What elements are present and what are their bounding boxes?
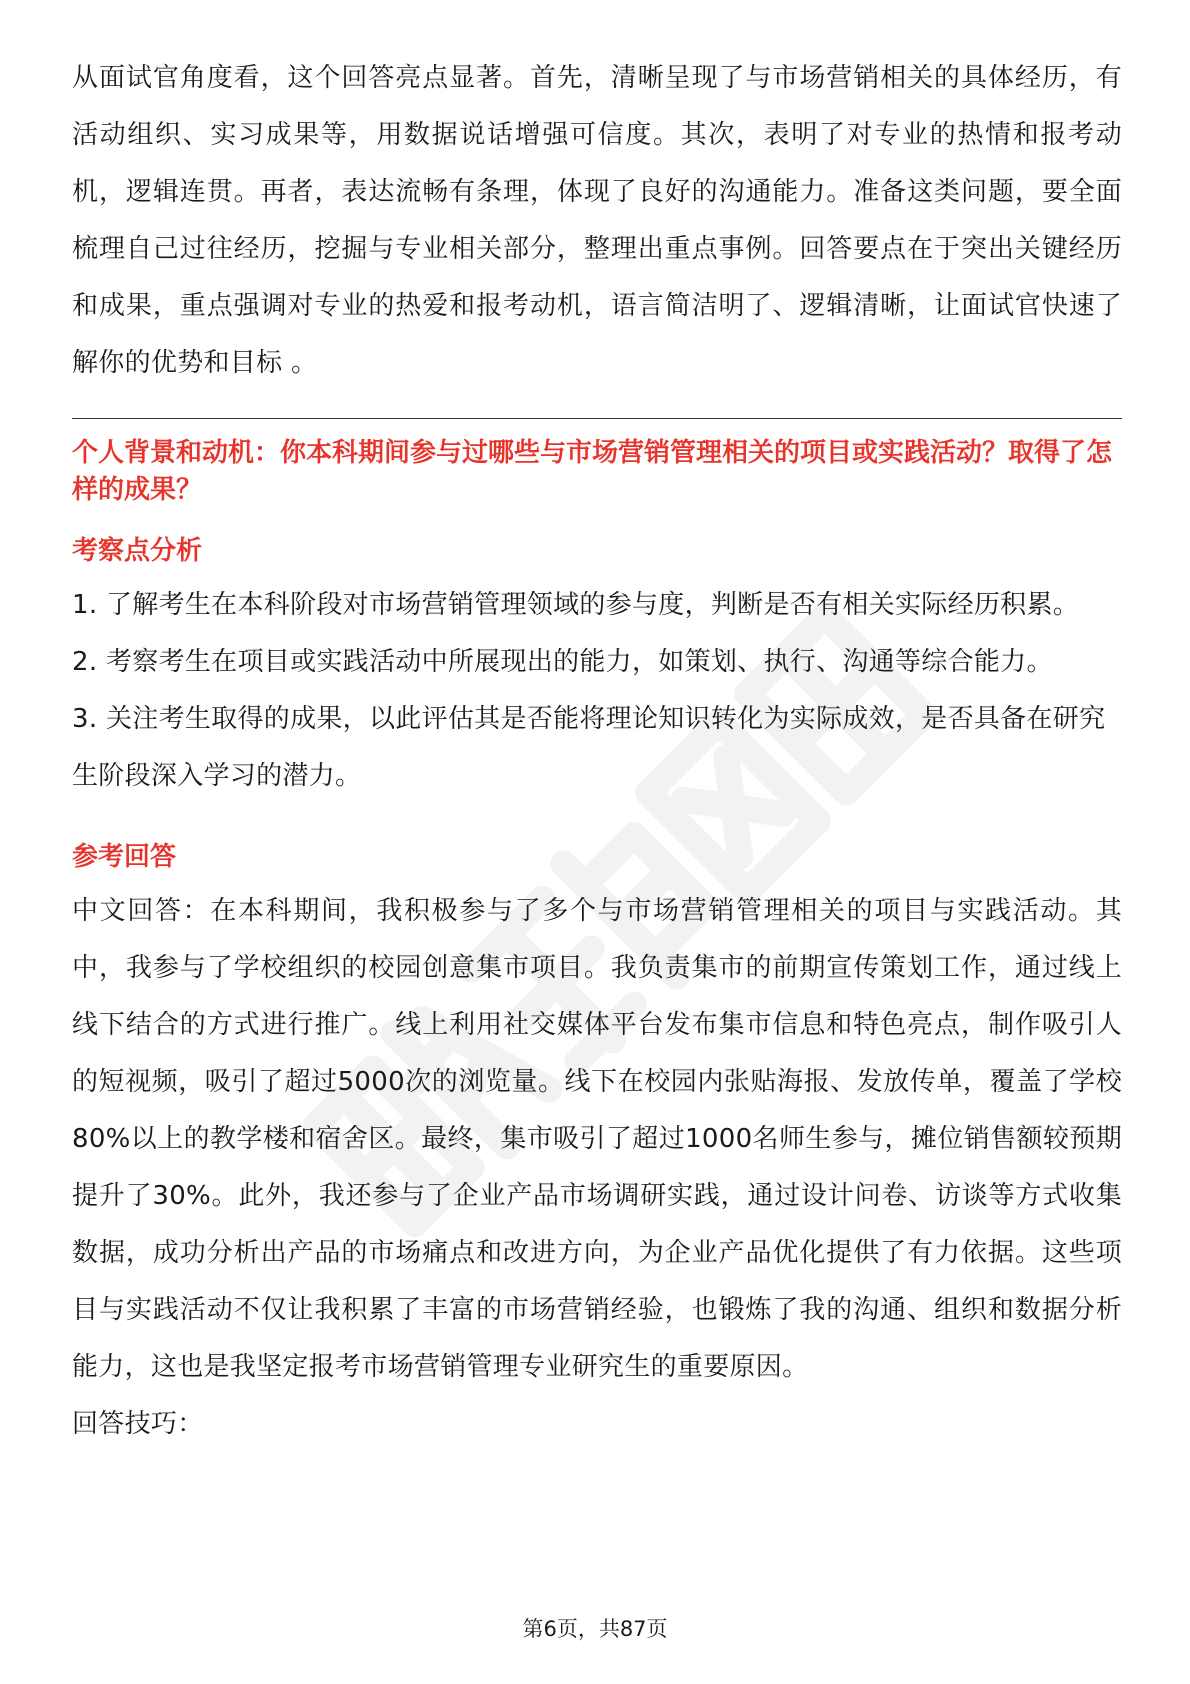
question-title: 个人背景和动机：你本科期间参与过哪些与市场营销管理相关的项目或实践活动？取得了怎样的成果？: [72, 438, 1113, 505]
answer-tips-label: 回答技巧：: [72, 1409, 204, 1439]
analysis-list: [72, 577, 1122, 805]
page-footer: 第6页，共87页: [522, 1617, 668, 1641]
intro-paragraph: 从面试官角度看，这个回答亮点显著。首先，清晰呈现了与市场营销相关的具体经历，有活动组织、实习成果等，用数据说话增强可信度。其次，表明了对专业的热情和报考动机，逻辑连贯。再者，表达流畅有条理，体现了良好的沟通能力。准备这类问题，要全面梳理自己过往经历，挖掘与专业相关部分，整理出重点事例。回答要点在于突出关键经历和成果，重点强调对专业的热爱和报考动机，语言简洁明了、逻辑清晰，让面试官快速了解你的优势和目标 。: [72, 63, 1122, 378]
analysis-item-1: 1. 了解考生在本科阶段对市场营销管理领域的参与度，判断是否有相关实际经历积累。: [72, 590, 1080, 620]
analysis-item-3: 3. 关注考生取得的成果，以此评估其是否能将理论知识转化为实际成效，是否具备在研究生阶段深入学习的潜力。: [72, 704, 1106, 791]
main-content: [72, 50, 1122, 1453]
answer-heading: 参考回答: [72, 842, 177, 872]
analysis-item-2: 2. 考察考生在项目或实践活动中所展现出的能力，如策划、执行、沟通等综合能力。: [72, 647, 1053, 677]
answer-body: 中文回答：在本科期间，我积极参与了多个与市场营销管理相关的项目与实践活动。其中，我参与了学校组织的校园创意集市项目。我负责集市的前期宣传策划工作，通过线上线下结合的方式进行推广。线上利用社交媒体平台发布集市信息和特色亮点，制作吸引人的短视频，吸引了超过5000次的浏览量。线下在校园内张贴海报、发放传单，覆盖了学校80%以上的教学楼和宿舍区。最终，集市吸引了超过1000名师生参与，摊位销售额较预期提升了30%。此外，我还参与了企业产品市场调研实践，通过设计问卷、访谈等方式收集数据，成功分析出产品的市场痛点和改进方向，为企业产品优化提供了有力依据。这些项目与实践活动不仅让我积累了丰富的市场营销经验，也锻炼了我的沟通、组织和数据分析能力，这也是我坚定报考市场营销管理专业研究生的重要原因。: [72, 896, 1122, 1382]
section-divider: [72, 418, 1122, 419]
analysis-heading: 考察点分析: [72, 536, 203, 566]
